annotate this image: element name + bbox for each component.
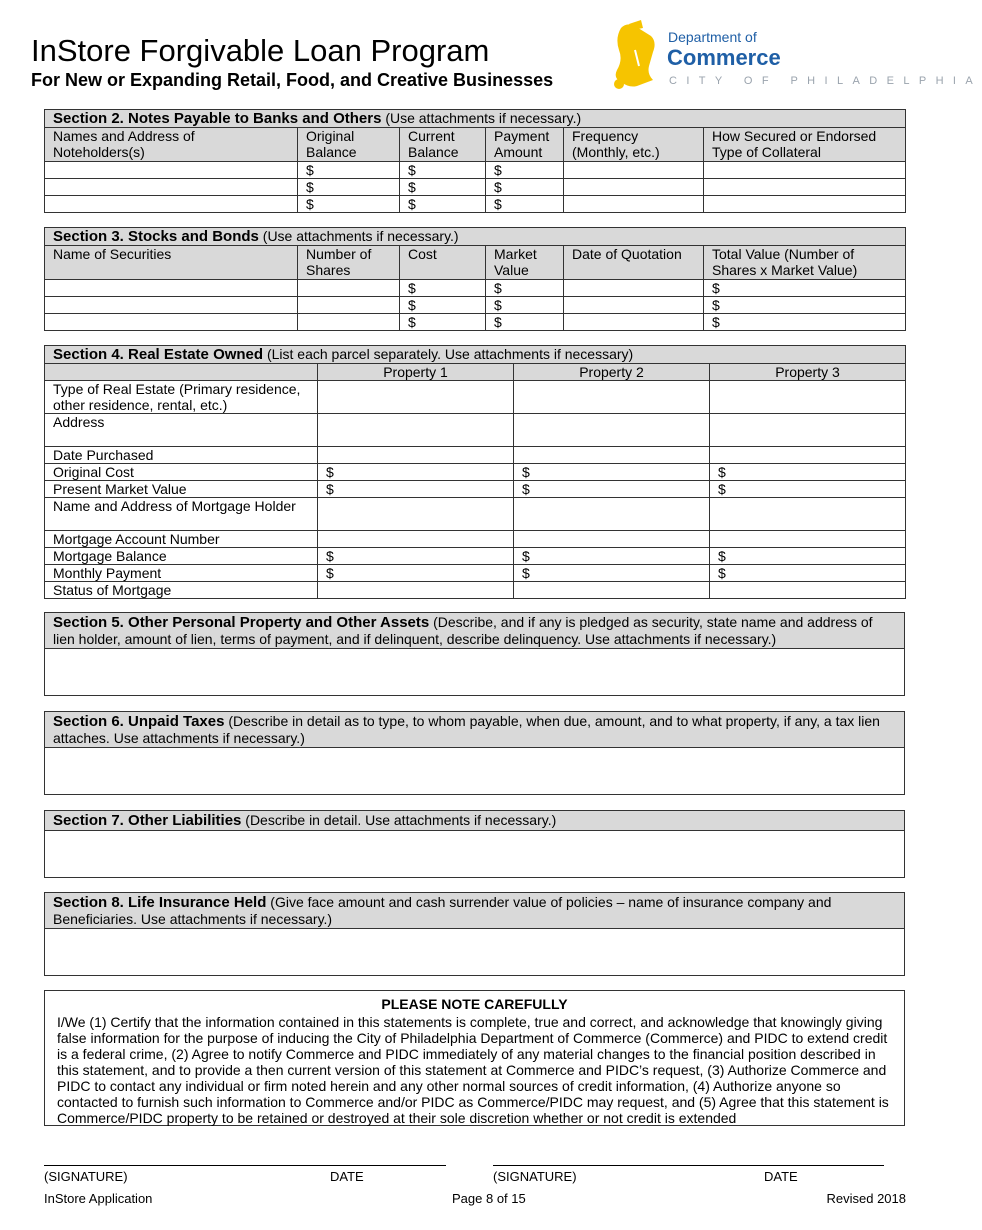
input-cell[interactable]: $ — [486, 196, 564, 213]
section8-header — [45, 893, 904, 929]
input-cell[interactable]: $ — [400, 297, 486, 314]
section3-table — [44, 227, 906, 331]
section8-input-area[interactable] — [45, 929, 904, 977]
input-cell[interactable]: $ — [318, 464, 514, 481]
input-cell[interactable] — [318, 531, 514, 548]
section4-title: Section 4. Real Estate Owned — [53, 346, 264, 363]
table-row — [45, 314, 906, 331]
input-cell[interactable] — [318, 414, 514, 447]
input-cell[interactable] — [514, 381, 710, 414]
col-header: Total Value (Number of Shares x Market Value) — [704, 246, 906, 280]
input-cell[interactable] — [704, 179, 906, 196]
input-cell[interactable] — [298, 297, 400, 314]
input-cell[interactable] — [564, 162, 704, 179]
signature-line-1[interactable] — [44, 1165, 446, 1166]
input-cell[interactable] — [564, 179, 704, 196]
input-cell[interactable] — [298, 314, 400, 331]
col-header-property-3: Property 3 — [710, 364, 906, 381]
col-header: Names and Address of Noteholders(s) — [45, 128, 298, 162]
input-cell[interactable]: $ — [704, 297, 906, 314]
section8-box — [44, 892, 905, 976]
table-row — [45, 447, 906, 464]
input-cell[interactable] — [514, 414, 710, 447]
table-row — [45, 531, 906, 548]
input-cell[interactable]: $ — [704, 314, 906, 331]
input-cell[interactable]: $ — [318, 548, 514, 565]
section5-title: Section 5. Other Personal Property and Other Assets — [53, 614, 430, 631]
input-cell[interactable]: $ — [514, 548, 710, 565]
table-row — [45, 414, 906, 447]
table-row — [45, 297, 906, 314]
section4-table — [44, 345, 906, 599]
section6-note: (Describe in detail as to type, to whom payable, when due, amount, and to what property, if any, a tax lien attaches. Use attachments if necessary.) — [53, 713, 880, 746]
input-cell[interactable]: $ — [318, 565, 514, 582]
input-cell[interactable] — [710, 582, 906, 599]
col-header-blank — [45, 364, 318, 381]
row-label: Status of Mortgage — [45, 582, 318, 599]
table-row — [45, 179, 906, 196]
input-cell[interactable]: $ — [486, 297, 564, 314]
notice-body: I/We (1) Certify that the information contained in this statements is complete, true and correct, and acknowledge that knowingly giving false information for the purpose of inducing the City of Philadelphia Department of Commerce (Commerce) and PIDC to extend credit is a federal crime, (2) Agree to notify Commerce and PIDC immediately of any material changes to the financial position described in this statement, and to provide a then current version of this statement at Commerce and PIDC’s request, (3) Authorize Commerce and PIDC to contact any individual or firm noted herein and any other normal sources of credit information, (4) Authorize anyone so contacted to furnish such information to Commerce and/or PIDC as Commerce/PIDC may request, and (5) Agree that this statement is Commerce/PIDC property to be retained or destroyed at their sole discretion whether or not credit is extended — [57, 1014, 889, 1126]
input-cell[interactable] — [710, 381, 906, 414]
input-cell[interactable] — [318, 381, 514, 414]
table-row — [45, 464, 906, 481]
table-row — [45, 481, 906, 498]
section2-note: (Use attachments if necessary.) — [381, 110, 582, 126]
input-cell[interactable]: $ — [400, 179, 486, 196]
section6-input-area[interactable] — [45, 748, 904, 796]
col-header: How Secured or Endorsed Type of Collateral — [704, 128, 906, 162]
signature-label-1: (SIGNATURE) — [44, 1169, 128, 1184]
logo-commerce-text: Commerce — [667, 45, 781, 70]
section5-box — [44, 612, 905, 696]
input-cell[interactable]: $ — [514, 464, 710, 481]
input-cell[interactable]: $ — [486, 314, 564, 331]
section7-input-area[interactable] — [45, 831, 904, 879]
col-header: Original Balance — [298, 128, 400, 162]
table-row — [45, 162, 906, 179]
input-cell[interactable]: $ — [486, 162, 564, 179]
section3-title: Section 3. Stocks and Bonds — [53, 228, 259, 245]
input-cell[interactable]: $ — [486, 280, 564, 297]
row-label: Type of Real Estate (Primary residence, other residence, rental, etc.) — [45, 381, 318, 414]
section8-note: (Give face amount and cash surrender value of policies – name of insurance company and Beneficiaries. Use attachments if necessary.) — [53, 894, 832, 927]
input-cell[interactable]: $ — [318, 481, 514, 498]
signature-label-2: (SIGNATURE) — [493, 1169, 577, 1184]
input-cell[interactable]: $ — [710, 565, 906, 582]
input-cell[interactable] — [45, 280, 298, 297]
input-cell[interactable]: $ — [704, 280, 906, 297]
input-cell[interactable] — [564, 297, 704, 314]
col-header: Frequency (Monthly, etc.) — [564, 128, 704, 162]
table-row — [45, 548, 906, 565]
row-label: Mortgage Balance — [45, 548, 318, 565]
row-label: Name and Address of Mortgage Holder — [45, 498, 318, 531]
col-header: Name of Securities — [45, 246, 298, 280]
input-cell[interactable] — [318, 447, 514, 464]
section6-box — [44, 711, 905, 795]
input-cell[interactable] — [564, 314, 704, 331]
input-cell[interactable] — [564, 280, 704, 297]
input-cell[interactable] — [704, 196, 906, 213]
col-header: Cost — [400, 246, 486, 280]
table-row — [45, 381, 906, 414]
date-label-1: DATE — [330, 1169, 364, 1184]
input-cell[interactable]: $ — [400, 196, 486, 213]
input-cell[interactable] — [514, 498, 710, 531]
col-header: Date of Quotation — [564, 246, 704, 280]
section4-header — [45, 346, 906, 364]
table-row — [45, 565, 906, 582]
row-label: Present Market Value — [45, 481, 318, 498]
input-cell[interactable]: $ — [710, 548, 906, 565]
input-cell[interactable] — [45, 196, 298, 213]
input-cell[interactable] — [318, 498, 514, 531]
input-cell[interactable] — [710, 447, 906, 464]
table-row — [45, 498, 906, 531]
signature-line-2[interactable] — [493, 1165, 884, 1166]
notice-title: PLEASE NOTE CAREFULLY — [381, 996, 568, 1012]
section7-title: Section 7. Other Liabilities — [53, 812, 242, 829]
section5-header — [45, 613, 904, 649]
input-cell[interactable]: $ — [400, 314, 486, 331]
input-cell[interactable]: $ — [514, 565, 710, 582]
input-cell[interactable] — [298, 280, 400, 297]
row-label: Original Cost — [45, 464, 318, 481]
input-cell[interactable]: $ — [298, 196, 400, 213]
section3-header — [45, 228, 906, 246]
footer-right: Revised 2018 — [826, 1191, 906, 1206]
table-row — [45, 196, 906, 213]
row-label: Address — [45, 414, 318, 447]
input-cell[interactable] — [710, 414, 906, 447]
section2-table — [44, 109, 906, 213]
logo-department-text: Department of — [668, 29, 757, 45]
table-row — [45, 280, 906, 297]
row-label: Monthly Payment — [45, 565, 318, 582]
input-cell[interactable] — [704, 162, 906, 179]
section6-title: Section 6. Unpaid Taxes — [53, 713, 225, 730]
footer-page-number: Page 8 of 15 — [452, 1191, 526, 1206]
input-cell[interactable]: $ — [486, 179, 564, 196]
col-header-property-1: Property 1 — [318, 364, 514, 381]
page-title: InStore Forgivable Loan Program — [31, 33, 490, 68]
input-cell[interactable]: $ — [710, 464, 906, 481]
section4-note: (List each parcel separately. Use attachments if necessary) — [263, 346, 634, 362]
col-header: Market Value — [486, 246, 564, 280]
section2-title: Section 2. Notes Payable to Banks and Others — [53, 110, 382, 127]
input-cell[interactable]: $ — [400, 280, 486, 297]
section7-header — [45, 811, 904, 831]
input-cell[interactable] — [45, 297, 298, 314]
input-cell[interactable]: $ — [298, 179, 400, 196]
input-cell[interactable] — [514, 531, 710, 548]
section3-note: (Use attachments if necessary.) — [258, 228, 459, 244]
input-cell[interactable] — [318, 582, 514, 599]
col-header: Number of Shares — [298, 246, 400, 280]
input-cell[interactable] — [514, 447, 710, 464]
notice-box — [44, 990, 905, 1126]
section2-header — [45, 110, 906, 128]
col-header: Current Balance — [400, 128, 486, 162]
page-subtitle: For New or Expanding Retail, Food, and Creative Businesses — [31, 70, 554, 90]
input-cell[interactable] — [564, 196, 704, 213]
input-cell[interactable]: $ — [514, 481, 710, 498]
date-label-2: DATE — [764, 1169, 798, 1184]
footer-left: InStore Application — [44, 1191, 153, 1206]
input-cell[interactable] — [710, 498, 906, 531]
input-cell[interactable] — [45, 179, 298, 196]
input-cell[interactable] — [710, 531, 906, 548]
section6-header — [45, 712, 904, 748]
col-header-property-2: Property 2 — [514, 364, 710, 381]
section5-note: (Describe, and if any is pledged as security, state name and address of lien holder, amount of lien, terms of payment, and if delinquent, describe delinquency. Use attachments if necessary.) — [53, 614, 873, 647]
logo-city-text: CITY OF PHILADELPHIA — [669, 75, 982, 87]
section8-title: Section 8. Life Insurance Held — [53, 894, 267, 911]
input-cell[interactable]: $ — [400, 162, 486, 179]
input-cell[interactable] — [45, 314, 298, 331]
row-label: Date Purchased — [45, 447, 318, 464]
section7-box — [44, 810, 905, 878]
row-label: Mortgage Account Number — [45, 531, 318, 548]
section7-note: (Describe in detail. Use attachments if necessary.) — [241, 812, 557, 828]
input-cell[interactable] — [514, 582, 710, 599]
col-header: Payment Amount — [486, 128, 564, 162]
table-row — [45, 582, 906, 599]
input-cell[interactable]: $ — [298, 162, 400, 179]
input-cell[interactable]: $ — [710, 481, 906, 498]
section5-input-area[interactable] — [45, 649, 904, 697]
input-cell[interactable] — [45, 162, 298, 179]
